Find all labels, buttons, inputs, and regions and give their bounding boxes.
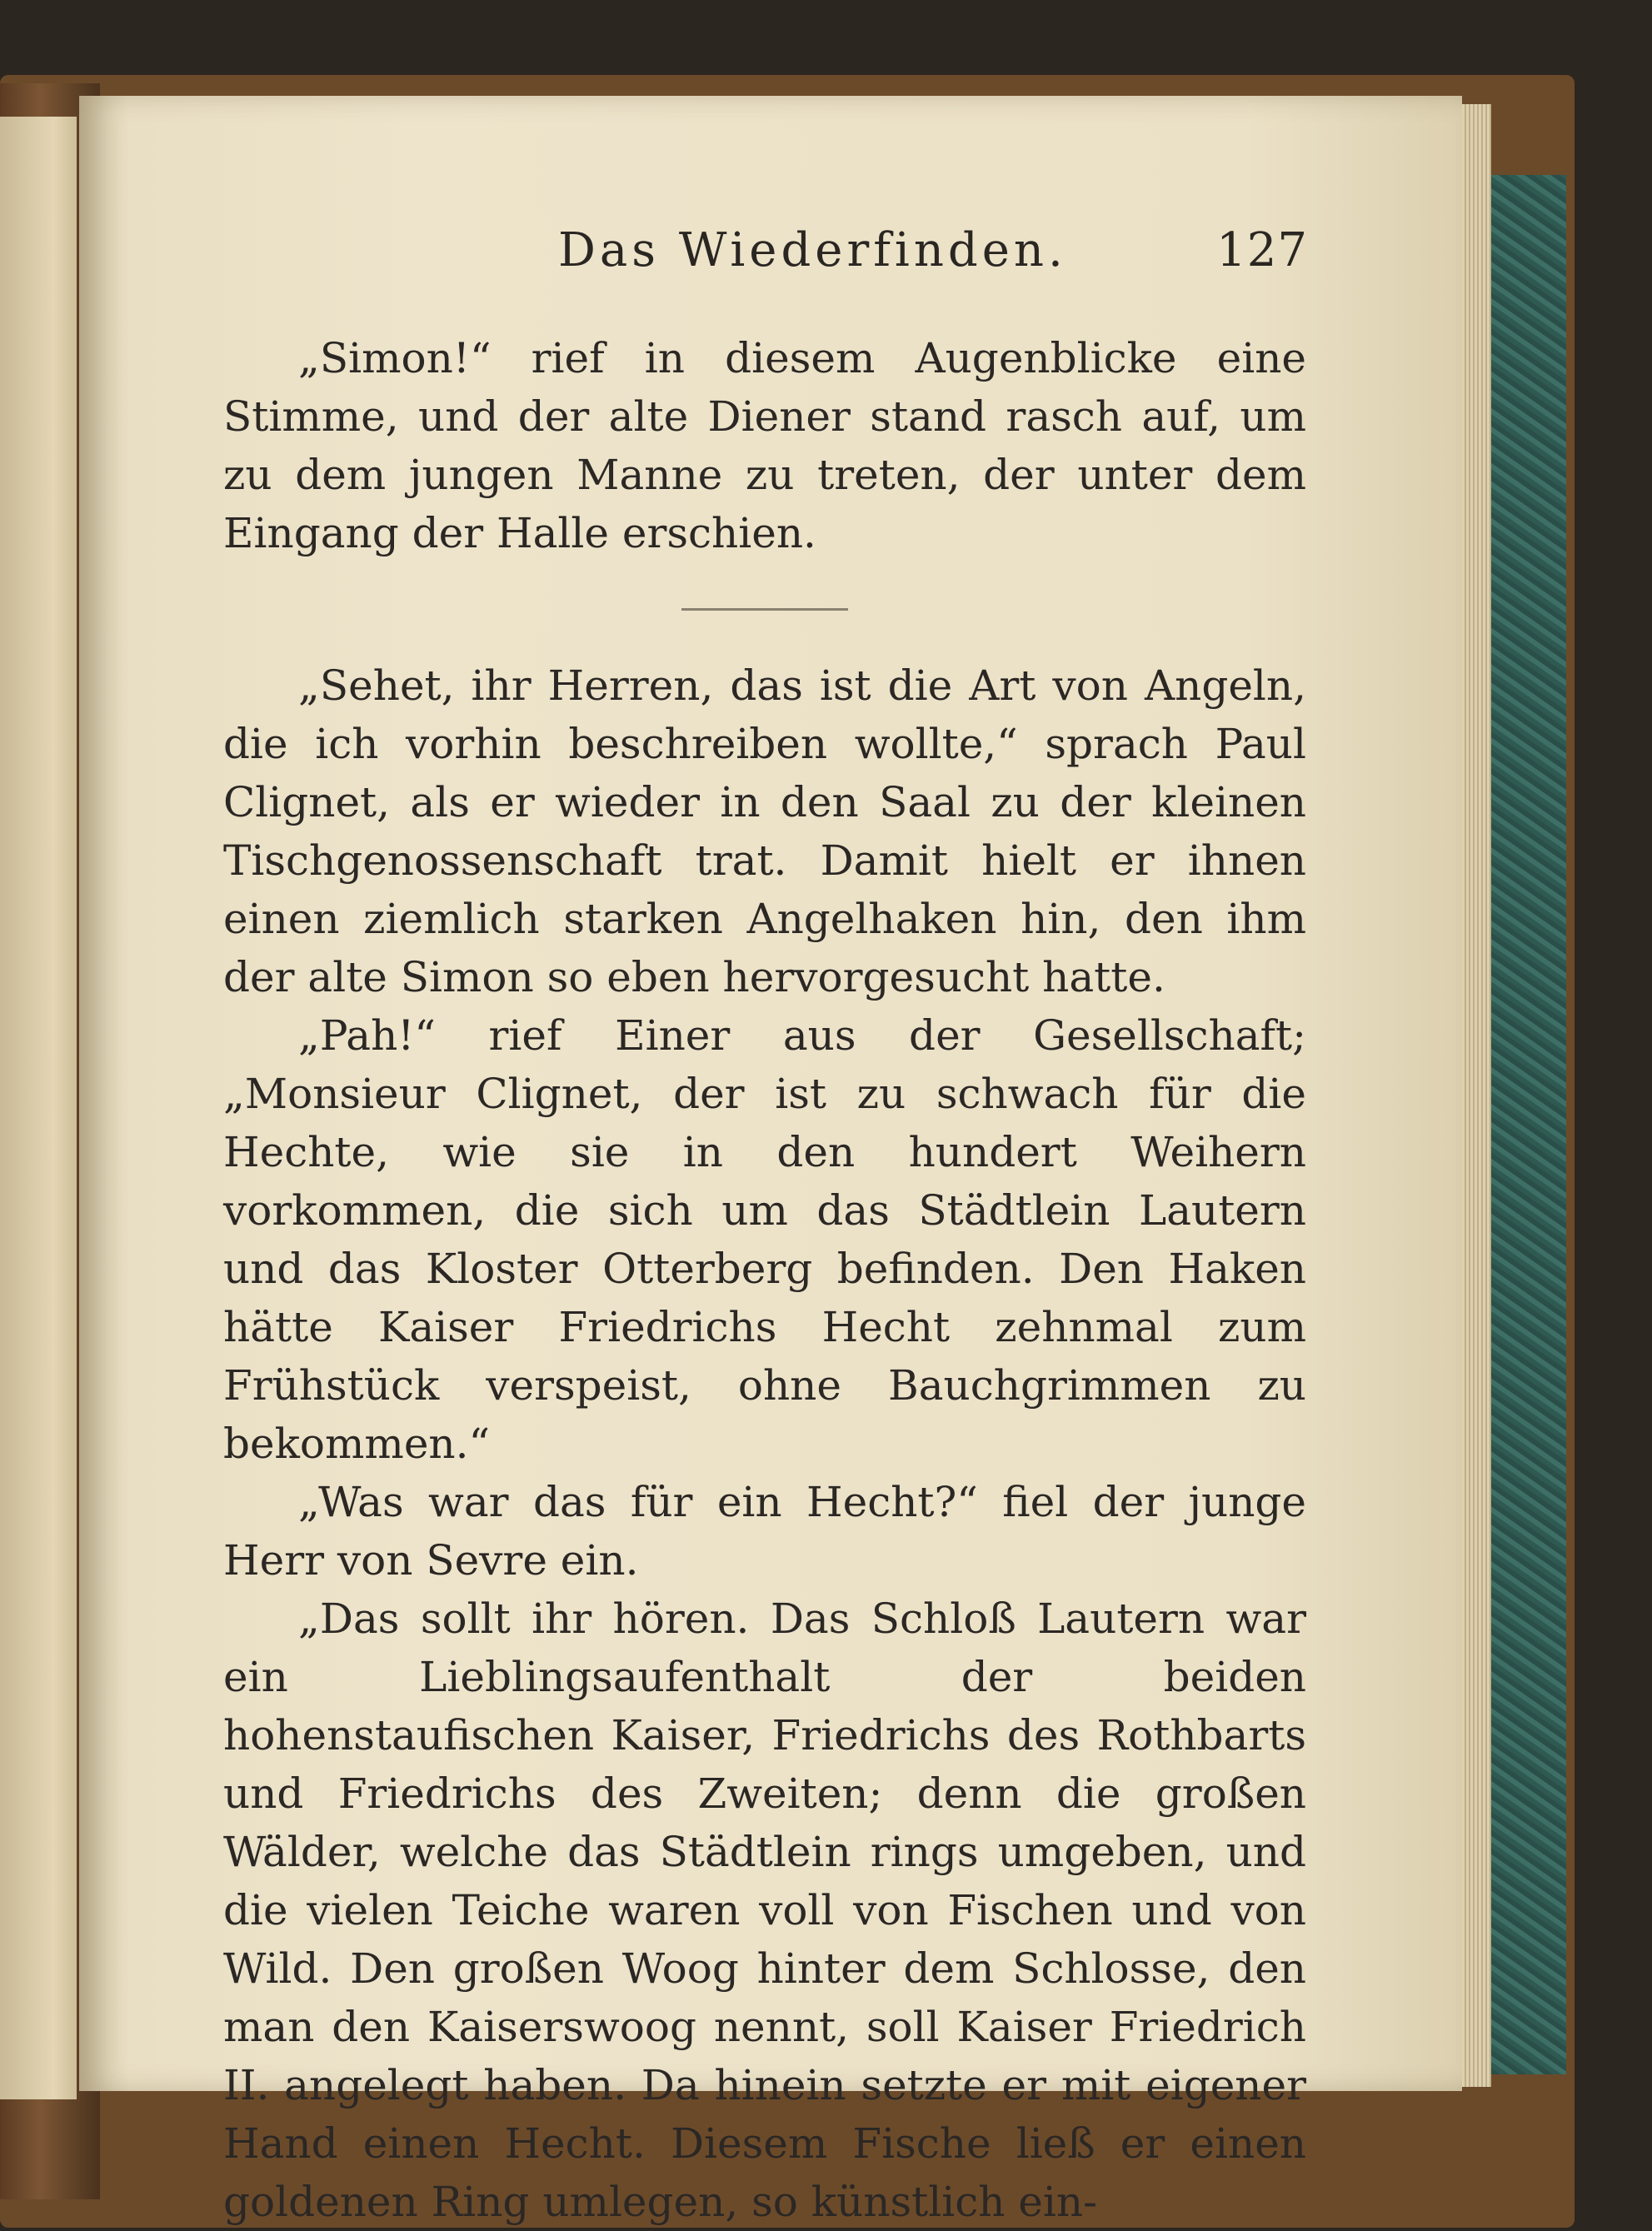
paragraph: „Sehet, ihr Herren, das ist die Art von Angeln, die ich vorhin beschreiben wollte,“ sprach Paul Clignet, als er wieder in den Saal zu der kleinen Tischgenossenschaft trat. Damit hielt er ihnen einen ziemlich starken Angelhaken hin, den ihm der alte Simon so eben hervorgesucht hatte. [223,661,1306,1001]
section-divider [681,608,848,611]
page-text [223,329,1306,2231]
paragraph: „Das sollt ihr hören. Das Schloß Lautern war ein Lieblingsaufenthalt der beiden hohenstaufischen Kaiser, Friedrichs des Rothbarts und Friedrichs des Zweiten; denn die großen Wälder, welche das Städtlein rings umgeben, und die vielen Teiche waren voll von Fischen und von Wild. Den großen Woog hinter dem Schlosse, den man den Kaiserswoog nennt, soll Kaiser Friedrich II. angelegt haben. Da hinein setzte er mit eigener Hand einen Hecht. Diesem Fische ließ er einen goldenen Ring umlegen, so künstlich ein- [223,1595,1306,2226]
page-number: 127 [1216,223,1308,277]
chapter-title: Das Wiederfinden. [558,223,1067,277]
paragraph: „Simon!“ rief in diesem Augenblicke eine Stimme, und der alte Diener stand rasch auf, um zu dem jungen Manne zu treten, der unter dem Eingang der Halle erschien. [223,334,1306,557]
paragraph: „Pah!“ rief Einer aus der Gesellschaft; „Monsieur Clignet, der ist zu schwach für die Hechte, wie sie in den hundert Weihern vorkommen, die sich um das Städtlein Lautern und das Kloster Otterberg befinden. Den Haken hätte Kaiser Friedrichs Hecht zehnmal zum Frühstück verspeist, ohne Bauchgrimmen zu bekommen.“ [223,1011,1306,1468]
left-page-edge [0,117,77,2099]
running-header [558,223,1308,282]
paragraph: „Was war das für ein Hecht?“ fiel der junge Herr von Sevre ein. [223,1478,1306,1585]
